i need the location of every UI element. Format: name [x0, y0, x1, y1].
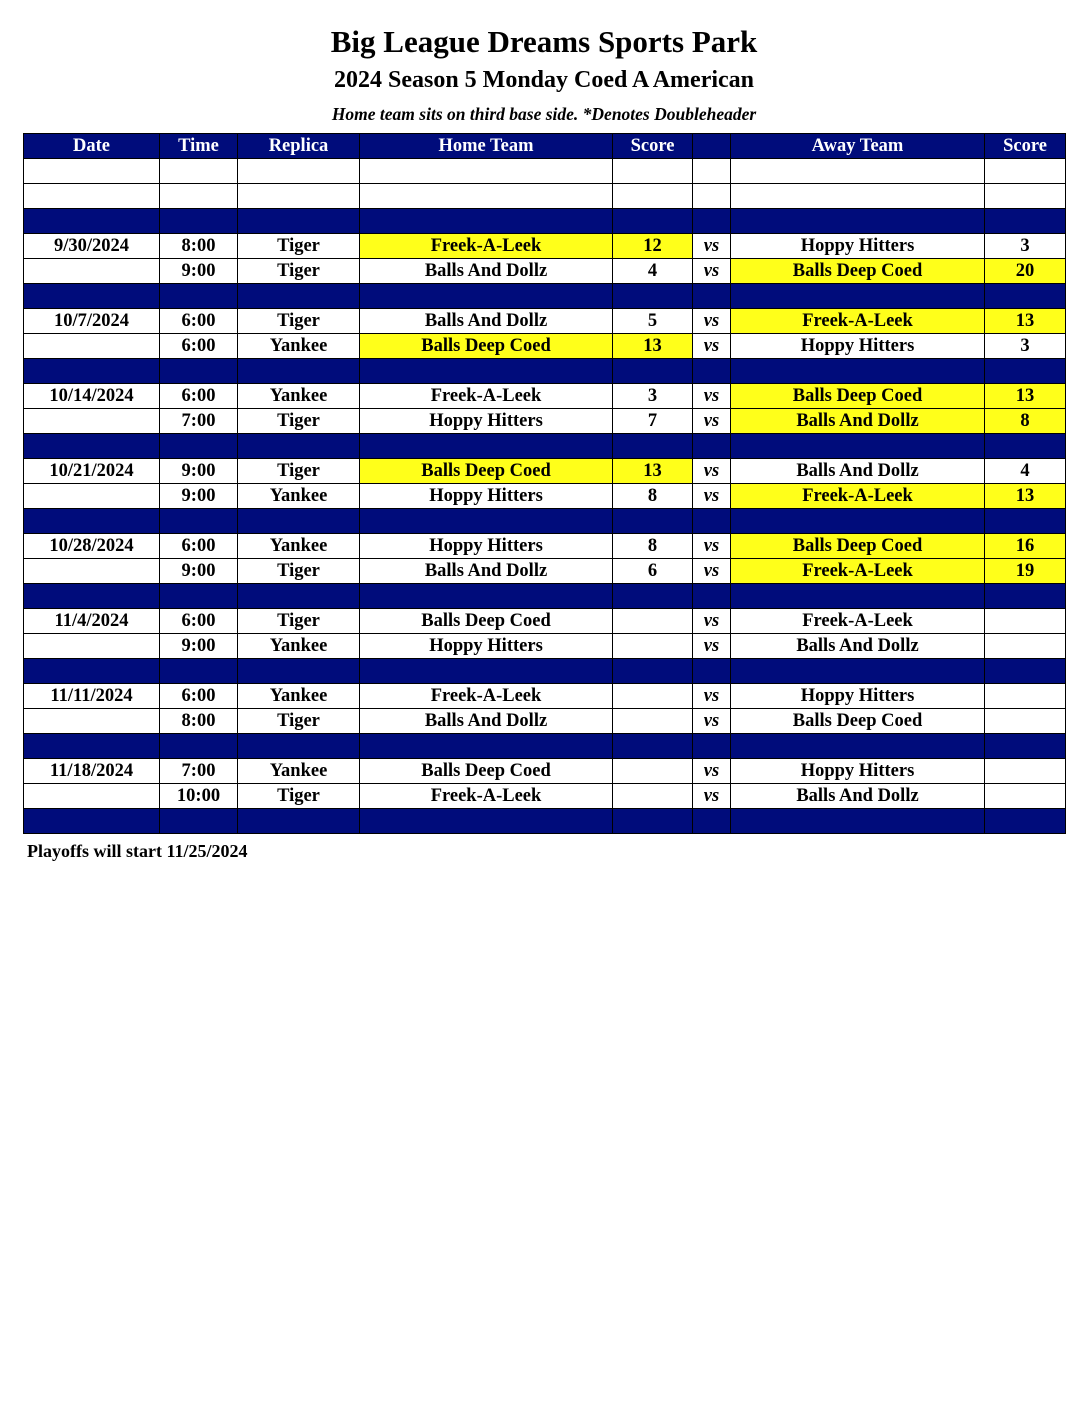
date-cell: [24, 709, 160, 734]
home-team-cell: [360, 584, 613, 609]
home-team-cell: Balls Deep Coed: [360, 459, 613, 484]
time-cell: 6:00: [160, 534, 238, 559]
home-team-cell: Freek-A-Leek: [360, 234, 613, 259]
date-cell: 10/14/2024: [24, 384, 160, 409]
home-score-cell: [613, 359, 693, 384]
date-cell: 10/7/2024: [24, 309, 160, 334]
replica-cell: Tiger: [238, 409, 360, 434]
away-team-cell: Freek-A-Leek: [731, 559, 985, 584]
week-separator-row: [24, 734, 1066, 759]
home-score-cell: [613, 709, 693, 734]
away-team-cell: [731, 284, 985, 309]
vs-cell: vs: [693, 759, 731, 784]
away-score-cell: 3: [985, 334, 1066, 359]
date-cell: [24, 659, 160, 684]
week-separator-row: [24, 434, 1066, 459]
game-row: [24, 784, 1066, 809]
time-cell: 9:00: [160, 484, 238, 509]
away-score-cell: [985, 659, 1066, 684]
game-row: [24, 759, 1066, 784]
home-score-cell: [613, 609, 693, 634]
home-score-cell: [613, 784, 693, 809]
time-cell: 8:00: [160, 709, 238, 734]
replica-cell: Yankee: [238, 759, 360, 784]
schedule-table: [23, 133, 1066, 834]
home-score-cell: 6: [613, 559, 693, 584]
time-cell: 10:00: [160, 784, 238, 809]
vs-header: [693, 134, 731, 159]
vs-cell: vs: [693, 684, 731, 709]
game-row: [24, 234, 1066, 259]
away-score-cell: [985, 809, 1066, 834]
home-team-cell: Balls And Dollz: [360, 559, 613, 584]
home-team-cell: [360, 734, 613, 759]
date-cell: [24, 784, 160, 809]
away-team-cell: Hoppy Hitters: [731, 234, 985, 259]
date-cell: [24, 159, 160, 184]
time-cell: 9:00: [160, 259, 238, 284]
date-cell: [24, 584, 160, 609]
vs-cell: vs: [693, 459, 731, 484]
time-cell: [160, 284, 238, 309]
home-score-cell: [613, 184, 693, 209]
away-score-cell: [985, 684, 1066, 709]
replica-cell: Yankee: [238, 334, 360, 359]
home-team-cell: [360, 509, 613, 534]
away-score-cell: 13: [985, 309, 1066, 334]
league-subtitle: 2024 Season 5 Monday Coed A American: [333, 67, 755, 93]
time-cell: [160, 584, 238, 609]
away-score-cell: 19: [985, 559, 1066, 584]
time-cell: [160, 359, 238, 384]
replica-cell: [238, 509, 360, 534]
vs-cell: vs: [693, 709, 731, 734]
time-cell: 7:00: [160, 759, 238, 784]
time-cell: [160, 734, 238, 759]
date-header: Date: [24, 134, 160, 159]
replica-cell: Tiger: [238, 609, 360, 634]
home-score-cell: 7: [613, 409, 693, 434]
vs-cell: [693, 434, 731, 459]
away-team-cell: [731, 434, 985, 459]
away-team-cell: Balls And Dollz: [731, 459, 985, 484]
home-team-cell: Hoppy Hitters: [360, 409, 613, 434]
home-team-cell: Balls And Dollz: [360, 309, 613, 334]
time-cell: 6:00: [160, 334, 238, 359]
away-score-cell: 20: [985, 259, 1066, 284]
replica-cell: Tiger: [238, 709, 360, 734]
game-row: [24, 259, 1066, 284]
vs-cell: vs: [693, 309, 731, 334]
replica-cell: Tiger: [238, 559, 360, 584]
playoffs-note: Playoffs will start 11/25/2024: [27, 841, 248, 861]
vs-cell: [693, 659, 731, 684]
time-cell: 6:00: [160, 309, 238, 334]
date-cell: [24, 334, 160, 359]
date-cell: [24, 734, 160, 759]
away-team-cell: Balls And Dollz: [731, 409, 985, 434]
replica-cell: Tiger: [238, 784, 360, 809]
home-team-cell: Hoppy Hitters: [360, 634, 613, 659]
time-cell: 6:00: [160, 684, 238, 709]
away-team-cell: [731, 159, 985, 184]
date-cell: 10/28/2024: [24, 534, 160, 559]
away-team-cell: [731, 584, 985, 609]
week-separator-row: [24, 284, 1066, 309]
home-score-cell: [613, 809, 693, 834]
away-team-cell: Freek-A-Leek: [731, 484, 985, 509]
away-score-cell: [985, 634, 1066, 659]
away-score-cell: [985, 609, 1066, 634]
time-cell: 9:00: [160, 459, 238, 484]
game-row: [24, 634, 1066, 659]
vs-cell: [693, 584, 731, 609]
time-cell: [160, 809, 238, 834]
time-cell: [160, 209, 238, 234]
away-team-cell: Balls Deep Coed: [731, 384, 985, 409]
away-score-cell: [985, 184, 1066, 209]
away-score-header: Score: [985, 134, 1066, 159]
home-score-cell: 13: [613, 459, 693, 484]
home-team-cell: [360, 359, 613, 384]
home-team-cell: [360, 159, 613, 184]
vs-cell: vs: [693, 334, 731, 359]
away-score-cell: [985, 784, 1066, 809]
vs-cell: vs: [693, 234, 731, 259]
vs-cell: vs: [693, 409, 731, 434]
home-score-cell: 12: [613, 234, 693, 259]
away-team-cell: Hoppy Hitters: [731, 684, 985, 709]
vs-cell: [693, 509, 731, 534]
date-cell: 10/21/2024: [24, 459, 160, 484]
away-score-cell: [985, 359, 1066, 384]
away-score-cell: 16: [985, 534, 1066, 559]
home-score-cell: [613, 634, 693, 659]
vs-cell: vs: [693, 609, 731, 634]
replica-cell: [238, 359, 360, 384]
away-score-cell: [985, 434, 1066, 459]
home-team-cell: Balls And Dollz: [360, 709, 613, 734]
away-team-cell: [731, 809, 985, 834]
away-team-cell: [731, 184, 985, 209]
away-score-cell: [985, 709, 1066, 734]
home-team-cell: Freek-A-Leek: [360, 784, 613, 809]
replica-cell: [238, 159, 360, 184]
game-row: [24, 459, 1066, 484]
schedule-body: [24, 159, 1066, 834]
game-row: [24, 409, 1066, 434]
home-score-cell: [613, 209, 693, 234]
date-cell: 11/18/2024: [24, 759, 160, 784]
home-score-cell: 8: [613, 534, 693, 559]
date-cell: [24, 184, 160, 209]
away-score-cell: [985, 284, 1066, 309]
replica-cell: Tiger: [238, 234, 360, 259]
time-cell: 9:00: [160, 559, 238, 584]
away-team-cell: Balls And Dollz: [731, 634, 985, 659]
away-team-header: Away Team: [731, 134, 985, 159]
away-team-cell: Balls And Dollz: [731, 784, 985, 809]
game-row: [24, 559, 1066, 584]
away-score-cell: 13: [985, 484, 1066, 509]
home-team-cell: [360, 209, 613, 234]
home-team-cell: Balls Deep Coed: [360, 759, 613, 784]
replica-cell: Yankee: [238, 684, 360, 709]
away-team-cell: [731, 734, 985, 759]
home-score-cell: [613, 759, 693, 784]
replica-cell: Yankee: [238, 484, 360, 509]
replica-cell: Yankee: [238, 384, 360, 409]
replica-cell: Yankee: [238, 534, 360, 559]
vs-cell: [693, 159, 731, 184]
away-score-cell: [985, 209, 1066, 234]
away-team-cell: [731, 659, 985, 684]
away-score-cell: 4: [985, 459, 1066, 484]
home-team-cell: Hoppy Hitters: [360, 484, 613, 509]
week-separator-row: [24, 659, 1066, 684]
vs-cell: vs: [693, 384, 731, 409]
date-cell: [24, 209, 160, 234]
replica-cell: Tiger: [238, 459, 360, 484]
home-score-cell: 4: [613, 259, 693, 284]
game-row: [24, 609, 1066, 634]
away-team-cell: Hoppy Hitters: [731, 759, 985, 784]
week-separator-row: [24, 509, 1066, 534]
time-cell: [160, 509, 238, 534]
replica-header: Replica: [238, 134, 360, 159]
time-cell: [160, 184, 238, 209]
home-team-cell: [360, 659, 613, 684]
away-team-cell: Balls Deep Coed: [731, 259, 985, 284]
home-score-cell: [613, 584, 693, 609]
blank-row: [24, 184, 1066, 209]
game-row: [24, 309, 1066, 334]
away-team-cell: Freek-A-Leek: [731, 609, 985, 634]
game-row: [24, 534, 1066, 559]
home-score-header: Score: [613, 134, 693, 159]
away-team-cell: Hoppy Hitters: [731, 334, 985, 359]
date-cell: [24, 509, 160, 534]
vs-cell: vs: [693, 559, 731, 584]
week-separator-row: [24, 209, 1066, 234]
home-team-cell: Balls And Dollz: [360, 259, 613, 284]
replica-cell: [238, 809, 360, 834]
vs-cell: vs: [693, 534, 731, 559]
time-cell: 9:00: [160, 634, 238, 659]
home-team-cell: [360, 809, 613, 834]
away-team-cell: [731, 209, 985, 234]
home-score-cell: [613, 684, 693, 709]
away-score-cell: 8: [985, 409, 1066, 434]
home-team-cell: Balls Deep Coed: [360, 334, 613, 359]
date-cell: 9/30/2024: [24, 234, 160, 259]
replica-cell: [238, 184, 360, 209]
home-score-cell: [613, 659, 693, 684]
replica-cell: [238, 734, 360, 759]
game-row: [24, 684, 1066, 709]
away-team-cell: Balls Deep Coed: [731, 709, 985, 734]
date-cell: [24, 634, 160, 659]
time-cell: 8:00: [160, 234, 238, 259]
blank-row: [24, 159, 1066, 184]
home-team-cell: Freek-A-Leek: [360, 684, 613, 709]
time-header: Time: [160, 134, 238, 159]
home-score-cell: [613, 509, 693, 534]
replica-cell: [238, 209, 360, 234]
game-row: [24, 334, 1066, 359]
game-row: [24, 709, 1066, 734]
home-score-cell: [613, 159, 693, 184]
home-score-cell: [613, 734, 693, 759]
date-cell: [24, 409, 160, 434]
vs-cell: [693, 809, 731, 834]
home-team-cell: [360, 184, 613, 209]
date-cell: [24, 559, 160, 584]
vs-cell: vs: [693, 259, 731, 284]
date-cell: [24, 809, 160, 834]
date-cell: [24, 284, 160, 309]
replica-cell: [238, 284, 360, 309]
replica-cell: Yankee: [238, 634, 360, 659]
home-team-cell: Hoppy Hitters: [360, 534, 613, 559]
replica-cell: [238, 659, 360, 684]
home-score-cell: [613, 434, 693, 459]
home-team-cell: [360, 434, 613, 459]
away-score-cell: 13: [985, 384, 1066, 409]
time-cell: [160, 434, 238, 459]
date-cell: [24, 484, 160, 509]
date-cell: [24, 359, 160, 384]
date-cell: 11/4/2024: [24, 609, 160, 634]
date-cell: [24, 259, 160, 284]
vs-cell: vs: [693, 784, 731, 809]
time-cell: [160, 659, 238, 684]
time-cell: 6:00: [160, 609, 238, 634]
vs-cell: [693, 359, 731, 384]
away-team-cell: Balls Deep Coed: [731, 534, 985, 559]
away-score-cell: [985, 759, 1066, 784]
away-score-cell: [985, 509, 1066, 534]
time-cell: 6:00: [160, 384, 238, 409]
vs-cell: [693, 284, 731, 309]
away-team-cell: [731, 509, 985, 534]
home-score-cell: [613, 284, 693, 309]
game-row: [24, 484, 1066, 509]
home-team-cell: Balls Deep Coed: [360, 609, 613, 634]
away-team-cell: [731, 359, 985, 384]
home-score-cell: 3: [613, 384, 693, 409]
home-team-cell: Freek-A-Leek: [360, 384, 613, 409]
home-team-cell: [360, 284, 613, 309]
time-cell: [160, 159, 238, 184]
vs-cell: [693, 184, 731, 209]
week-separator-row: [24, 584, 1066, 609]
header-row: [24, 134, 1066, 159]
home-team-header: Home Team: [360, 134, 613, 159]
replica-cell: [238, 434, 360, 459]
schedule-note: Home team sits on third base side. *Denotes Doubleheader: [331, 104, 757, 124]
vs-cell: vs: [693, 484, 731, 509]
week-separator-row: [24, 809, 1066, 834]
away-score-cell: 3: [985, 234, 1066, 259]
vs-cell: [693, 734, 731, 759]
date-cell: [24, 434, 160, 459]
replica-cell: Tiger: [238, 309, 360, 334]
replica-cell: [238, 584, 360, 609]
away-score-cell: [985, 584, 1066, 609]
home-score-cell: 8: [613, 484, 693, 509]
page-title: Big League Dreams Sports Park: [330, 24, 758, 59]
week-separator-row: [24, 359, 1066, 384]
away-team-cell: Freek-A-Leek: [731, 309, 985, 334]
date-cell: 11/11/2024: [24, 684, 160, 709]
game-row: [24, 384, 1066, 409]
home-score-cell: 5: [613, 309, 693, 334]
time-cell: 7:00: [160, 409, 238, 434]
vs-cell: [693, 209, 731, 234]
away-score-cell: [985, 159, 1066, 184]
away-score-cell: [985, 734, 1066, 759]
vs-cell: vs: [693, 634, 731, 659]
home-score-cell: 13: [613, 334, 693, 359]
replica-cell: Tiger: [238, 259, 360, 284]
